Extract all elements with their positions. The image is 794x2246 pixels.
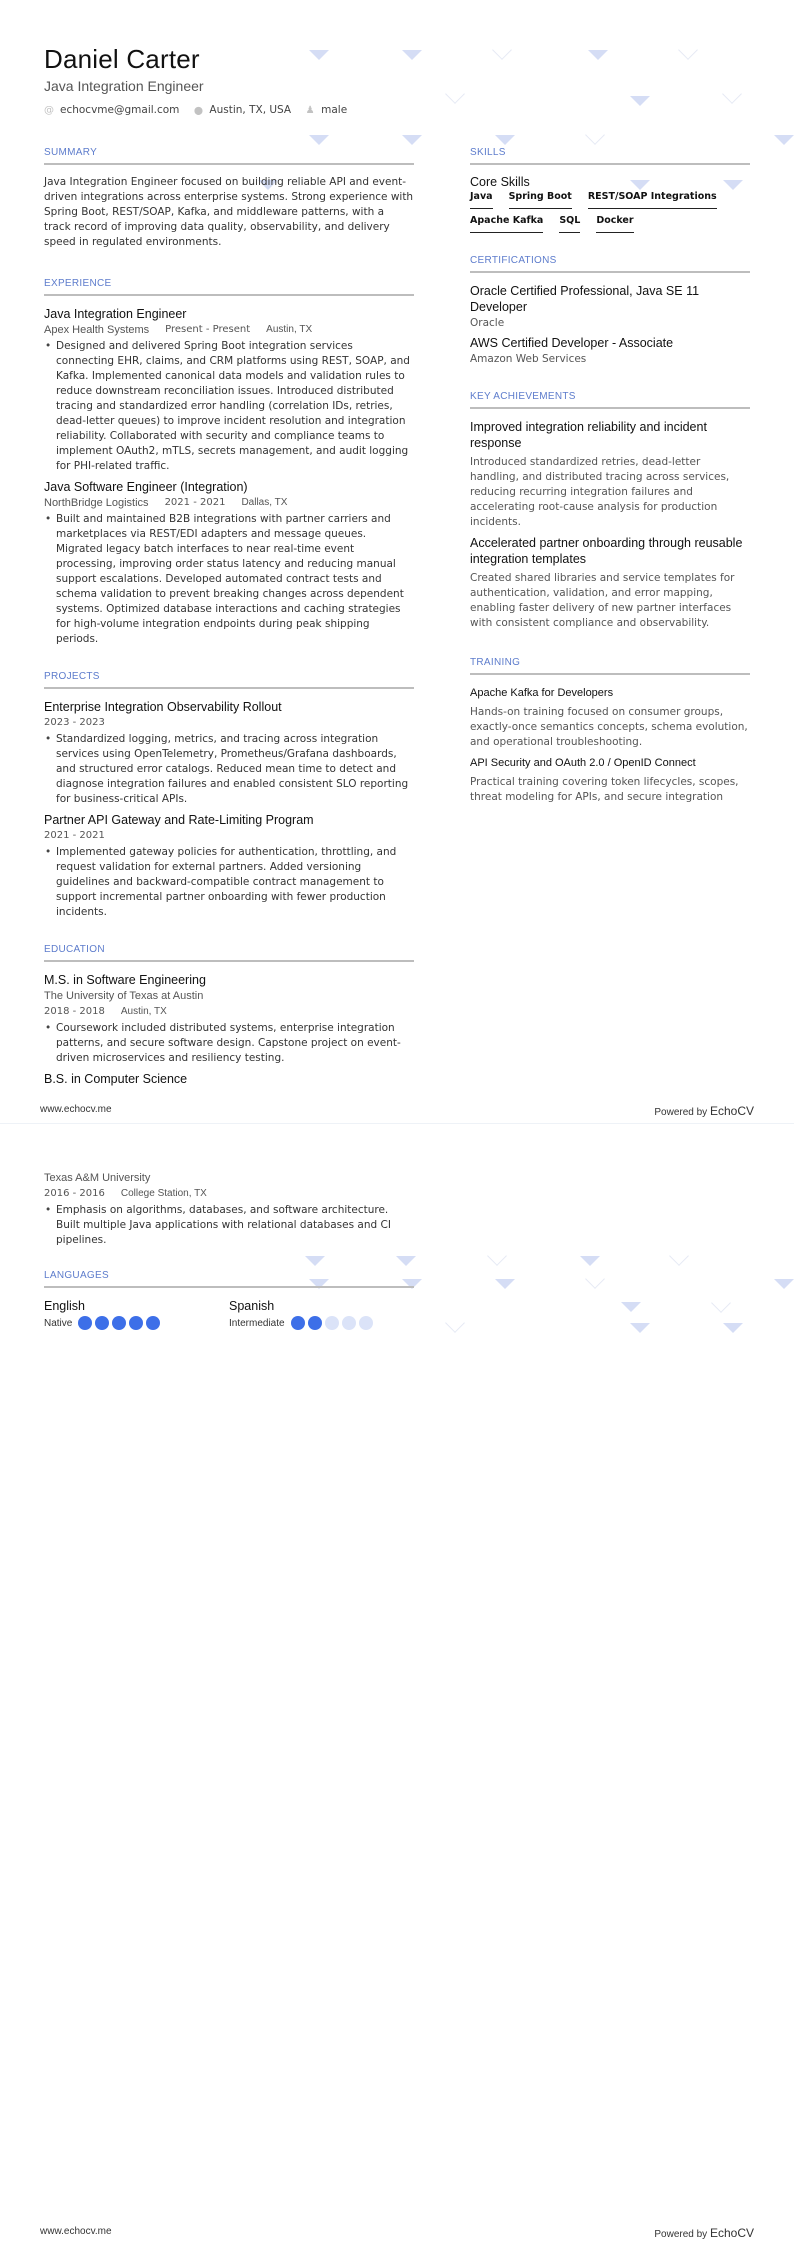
footer-url[interactable]: www.echocv.me bbox=[40, 2226, 112, 2237]
brand-name: EchoCV bbox=[709, 1104, 754, 1118]
section-title-achievements: KEY ACHIEVEMENTS bbox=[470, 391, 750, 409]
achievement-title: Accelerated partner onboarding through reusable integration templates bbox=[470, 536, 743, 566]
skill-tag: Spring Boot bbox=[509, 191, 572, 209]
skill-tag: SQL bbox=[559, 215, 580, 233]
experience-item bbox=[44, 306, 414, 474]
proficiency-dot-filled bbox=[129, 1316, 143, 1330]
summary-text: Java Integration Engineer focused on building reliable API and event-driven integrations across enterprise systems. Strong experience with Spring Boot, REST/SOAP, Kafka, and middleware patterns, with a track record of improving data quality, observability, and delivery speed in regulated environments. bbox=[44, 176, 414, 248]
certification-issuer: Oracle bbox=[470, 317, 505, 329]
proficiency-dot-empty bbox=[325, 1316, 339, 1330]
job-meta bbox=[44, 322, 414, 338]
skills-section bbox=[470, 147, 750, 233]
proficiency-dot-filled bbox=[146, 1316, 160, 1330]
degree-name: M.S. in Software Engineering bbox=[44, 973, 206, 987]
training-name: API Security and OAuth 2.0 / OpenID Connect bbox=[470, 757, 696, 769]
project-description: • Standardized logging, metrics, and tracing across integration services using OpenTelemetry, Prometheus/Grafana dashboards, and structured error catalogs. Reduced mean time to detect and diagnose integration failures and enabled consistent SLO reporting for business-critical APIs. bbox=[44, 732, 414, 807]
proficiency-dot-filled bbox=[112, 1316, 126, 1330]
section-title-experience: EXPERIENCE bbox=[44, 278, 414, 296]
job-dates: Present - Present bbox=[165, 324, 251, 335]
languages-section bbox=[44, 1270, 414, 1330]
certifications-section bbox=[470, 255, 750, 367]
project-dates bbox=[44, 828, 414, 844]
training-name: Apache Kafka for Developers bbox=[470, 687, 614, 699]
section-title-projects: PROJECTS bbox=[44, 671, 414, 689]
training-text: Practical training covering token lifecycles, scopes, threat modeling for APIs, and secure integration bbox=[470, 776, 739, 803]
certification-issuer: Amazon Web Services bbox=[470, 353, 587, 365]
education-description: • Coursework included distributed systems, enterprise integration patterns, and secure software design. Capstone project on event-driven microservices and resiliency testing. bbox=[44, 1021, 414, 1066]
page-footer bbox=[40, 2226, 754, 2240]
page-footer bbox=[40, 1104, 754, 1118]
contact-gender bbox=[305, 104, 347, 116]
language-level: Intermediate bbox=[229, 1317, 285, 1329]
at-icon: @ bbox=[44, 104, 54, 116]
summary-section bbox=[44, 147, 414, 250]
certification-name: AWS Certified Developer - Associate bbox=[470, 336, 674, 350]
skill-group-name: Core Skills bbox=[470, 175, 530, 189]
footer-powered bbox=[654, 2226, 754, 2240]
contact-location bbox=[193, 104, 291, 116]
person-icon: ♟ bbox=[305, 104, 315, 116]
school-name: The University of Texas at Austin bbox=[44, 990, 204, 1002]
section-title-education: EDUCATION bbox=[44, 944, 414, 962]
skill-tag: REST/SOAP Integrations bbox=[588, 191, 717, 209]
education-dates: 2018 - 2018 bbox=[44, 1006, 105, 1017]
left-column-continued bbox=[44, 1170, 414, 1330]
language-name: English bbox=[44, 1299, 85, 1313]
powered-by-label: Powered by bbox=[654, 1107, 708, 1118]
school-name: Texas A&M University bbox=[44, 1172, 151, 1184]
contact-location-value: Austin, TX, USA bbox=[209, 104, 292, 116]
education-location: Austin, TX bbox=[120, 1006, 167, 1017]
proficiency-dots bbox=[78, 1316, 160, 1330]
education-description: • Emphasis on algorithms, databases, and software architecture. Built multiple Java applications with relational databases and CI pipelines. bbox=[44, 1203, 414, 1248]
project-item bbox=[44, 812, 414, 920]
achievement-title: Improved integration reliability and incident response bbox=[470, 420, 707, 450]
education-item bbox=[44, 972, 414, 1066]
right-column bbox=[470, 147, 750, 805]
proficiency-dot-filled bbox=[78, 1316, 92, 1330]
skill-tag: Java bbox=[470, 191, 493, 209]
left-column bbox=[44, 147, 414, 1087]
language-level-row bbox=[44, 1316, 229, 1330]
job-description: • Designed and delivered Spring Boot integration services connecting EHR, claims, and CRM platforms using REST, SOAP, and Kafka. Implemented canonical data models and validation rules to reduce downstream reconciliation issues. Introduced distributed tracing and standardized error handling (correlation IDs, retries, dead-letter queues) to improve incident resolution and integration reliability. Collaborated with security and compliance teams to implement OAuth2, mTLS, secrets management, and audit logging for PHI-related traffic. bbox=[44, 339, 414, 474]
section-title-summary: SUMMARY bbox=[44, 147, 414, 165]
footer-url[interactable]: www.echocv.me bbox=[40, 1104, 112, 1115]
section-title-certifications: CERTIFICATIONS bbox=[470, 255, 750, 273]
candidate-name: Daniel Carter bbox=[44, 44, 200, 74]
language-level: Native bbox=[44, 1317, 73, 1329]
job-dates: 2021 - 2021 bbox=[164, 497, 226, 508]
language-item bbox=[44, 1298, 229, 1330]
education-dates: 2016 - 2016 bbox=[44, 1188, 105, 1199]
experience-item bbox=[44, 479, 414, 647]
project-dates-value: 2023 - 2023 bbox=[44, 717, 105, 728]
job-meta bbox=[44, 495, 414, 511]
education-location: College Station, TX bbox=[120, 1188, 207, 1199]
location-pin-icon: ⬤ bbox=[193, 105, 203, 115]
language-list bbox=[44, 1298, 414, 1330]
achievement-text: Introduced standardized retries, dead-letter handling, and distributed tracing across services, reducing recurring integration failures and accelerating root-cause analysis for production incidents. bbox=[470, 456, 730, 528]
brand-name: EchoCV bbox=[709, 2226, 754, 2240]
section-title-training: TRAINING bbox=[470, 657, 750, 675]
contact-email[interactable] bbox=[44, 104, 179, 116]
job-description: • Built and maintained B2B integrations with partner carriers and marketplaces via REST/EDI adapters and message queues. Migrated legacy batch interfaces to near real-time event processing, improving order status latency and reducing manual support escalations. Developed automated contract tests and schema validation to prevent breaking changes across dependent systems. Optimized database interactions and caching strategies for high-volume integration endpoints during peak shipping periods. bbox=[44, 512, 414, 647]
project-name: Enterprise Integration Observability Rollout bbox=[44, 700, 282, 714]
company-name: NorthBridge Logistics bbox=[44, 497, 149, 509]
experience-section bbox=[44, 278, 414, 647]
education-meta bbox=[44, 1004, 414, 1020]
proficiency-dots bbox=[291, 1316, 373, 1330]
proficiency-dot-empty bbox=[359, 1316, 373, 1330]
contact-gender-value: male bbox=[321, 104, 348, 116]
powered-by-label: Powered by bbox=[654, 2229, 708, 2240]
contact-email-value: echocvme@gmail.com bbox=[60, 104, 180, 116]
skill-tag: Docker bbox=[596, 215, 633, 233]
footer-powered bbox=[654, 1104, 754, 1118]
education-meta bbox=[44, 1186, 414, 1202]
job-location: Dallas, TX bbox=[241, 497, 288, 508]
contact-list bbox=[44, 104, 347, 116]
skill-row bbox=[470, 191, 750, 209]
proficiency-dot-empty bbox=[342, 1316, 356, 1330]
project-dates-value: 2021 - 2021 bbox=[44, 830, 105, 841]
school-row bbox=[44, 1170, 414, 1186]
degree-name: B.S. in Computer Science bbox=[44, 1072, 188, 1086]
school-row bbox=[44, 988, 414, 1004]
project-description: • Implemented gateway policies for authentication, throttling, and request validation for external partners. Added versioning guidelines and backward-compatible contract management to support incremental partner onboarding with fewer production incidents. bbox=[44, 845, 414, 920]
training-section bbox=[470, 657, 750, 805]
candidate-headline: Java Integration Engineer bbox=[44, 78, 204, 94]
language-level-row bbox=[229, 1316, 414, 1330]
achievement-text: Created shared libraries and service templates for authentication, validation, and error mapping, enabling faster delivery of new partner interfaces with consistent compliance and observability. bbox=[470, 572, 735, 629]
skill-tag: Apache Kafka bbox=[470, 215, 543, 233]
project-name: Partner API Gateway and Rate-Limiting Program bbox=[44, 813, 314, 827]
job-title: Java Software Engineer (Integration) bbox=[44, 480, 248, 494]
company-name: Apex Health Systems bbox=[44, 324, 150, 336]
achievements-section bbox=[470, 391, 750, 631]
projects-section bbox=[44, 671, 414, 920]
resume-page-2 bbox=[0, 1124, 794, 2246]
project-dates bbox=[44, 715, 414, 731]
education-section bbox=[44, 944, 414, 1087]
language-name: Spanish bbox=[229, 1299, 275, 1313]
education-item bbox=[44, 1170, 414, 1248]
skill-row bbox=[470, 215, 750, 233]
job-title: Java Integration Engineer bbox=[44, 307, 187, 321]
section-title-languages: LANGUAGES bbox=[44, 1270, 414, 1288]
proficiency-dot-filled bbox=[95, 1316, 109, 1330]
section-title-skills: SKILLS bbox=[470, 147, 750, 165]
proficiency-dot-filled bbox=[291, 1316, 305, 1330]
project-item bbox=[44, 699, 414, 807]
job-location: Austin, TX bbox=[266, 324, 313, 335]
certification-name: Oracle Certified Professional, Java SE 11 Developer bbox=[470, 284, 700, 314]
language-item bbox=[229, 1298, 414, 1330]
proficiency-dot-filled bbox=[308, 1316, 322, 1330]
training-text: Hands-on training focused on consumer groups, exactly-once semantics concepts, schema evolution, and operational troubleshooting. bbox=[470, 706, 748, 748]
